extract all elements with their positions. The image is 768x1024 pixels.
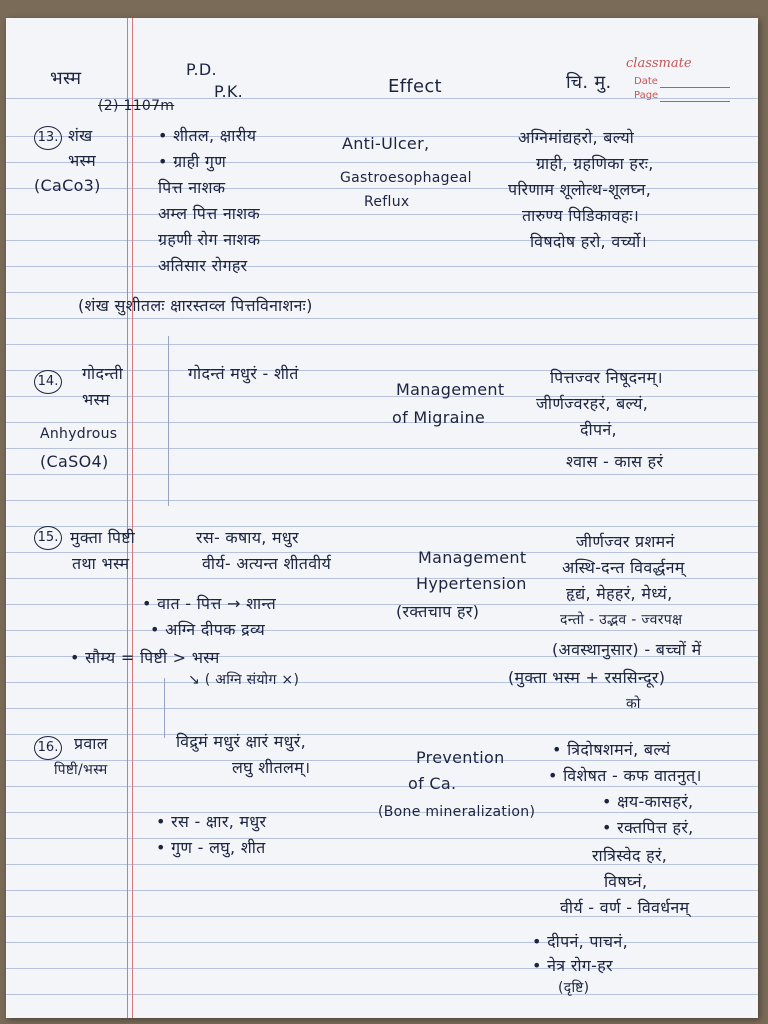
date-line bbox=[660, 87, 730, 88]
date-label: Date bbox=[634, 76, 658, 87]
entry-use: • क्षय-कासहरं, bbox=[602, 792, 694, 811]
entry-use: (मुक्ता भस्म + रससिन्दूर) bbox=[508, 668, 666, 687]
entry-name-line: भस्म bbox=[82, 390, 110, 409]
entry-property: वीर्य- अत्यन्त शीतवीर्य bbox=[202, 554, 332, 573]
entry-effect: Gastroesophageal bbox=[340, 170, 472, 186]
margin-line bbox=[127, 18, 128, 1018]
header-col4: चि. मु. bbox=[566, 72, 612, 93]
entry-use: विषघ्नं, bbox=[604, 872, 648, 891]
entry-property: पित्त नाशक bbox=[158, 178, 226, 197]
entry-use: दीपनं, bbox=[580, 420, 617, 439]
entry-use: हृद्यं, मेहहरं, मेध्यं, bbox=[566, 584, 673, 603]
page-line bbox=[660, 101, 730, 102]
entry-use: परिणाम शूलोत्थ-शूलघ्न, bbox=[508, 180, 652, 199]
entry-effect: Prevention bbox=[416, 748, 505, 767]
brand-box bbox=[598, 56, 746, 108]
header-col2-b: P.K. bbox=[214, 82, 244, 101]
entry-name-line: शंख bbox=[68, 126, 93, 145]
entry-property: रस- कषाय, मधुर bbox=[196, 528, 299, 547]
entry-effect: Management bbox=[418, 548, 527, 567]
entry-property: लघु शीतलम्। bbox=[232, 758, 311, 777]
header-col3: Effect bbox=[388, 76, 442, 97]
entry-effect: of Ca. bbox=[408, 774, 457, 793]
entry-name-line: (CaCo3) bbox=[34, 176, 101, 195]
entry-property: • शीतल, क्षारीय bbox=[158, 126, 257, 145]
entry-property: विद्रुमं मधुरं क्षारं मधुरं, bbox=[176, 732, 307, 751]
entry-property: • सौम्य = पिष्टी > भस्म bbox=[70, 648, 220, 667]
margin-line bbox=[132, 18, 133, 1018]
entry-name-line: (CaSO4) bbox=[40, 452, 109, 471]
entry-quote: (शंख सुशीतलः क्षारस्तव्ल पित्तविनाशनः) bbox=[78, 296, 313, 315]
entry-name-line: भस्म bbox=[68, 151, 96, 170]
entry-name-line: तथा भस्म bbox=[72, 554, 130, 573]
entry-property: • अग्नि दीपक द्रव्य bbox=[150, 620, 266, 639]
entry-use: रात्रिस्वेद हरं, bbox=[592, 846, 668, 865]
header-col2-a: P.D. bbox=[186, 60, 217, 79]
entry-name-line: मुक्ता पिष्टी bbox=[70, 528, 136, 547]
entry-use: को bbox=[626, 696, 641, 712]
entry-number: 16. bbox=[34, 736, 62, 760]
entry-effect: Anti-Ulcer, bbox=[342, 134, 430, 153]
entry-property: अतिसार रोगहर bbox=[158, 256, 248, 275]
entry-number: 15. bbox=[34, 526, 62, 550]
entry-property: • रस - क्षार, मधुर bbox=[156, 812, 267, 831]
column-divider bbox=[164, 678, 165, 738]
header-scribble: (2) 1107m bbox=[98, 98, 175, 114]
entry-use: (अवस्थानुसार) - बच्चों में bbox=[552, 640, 702, 659]
brand-logo: classmate bbox=[626, 56, 692, 71]
entry-number: 14. bbox=[34, 370, 62, 394]
entry-use: ग्राही, ग्रहणिका हरः, bbox=[536, 154, 654, 173]
entry-property: • गुण - लघु, शीत bbox=[156, 838, 266, 857]
entry-property: अम्ल पित्त नाशक bbox=[158, 204, 261, 223]
entry-use: अग्निमांद्यहरो, बल्यो bbox=[518, 128, 635, 147]
entry-effect: Reflux bbox=[364, 194, 410, 210]
entry-use: (दृष्टि) bbox=[558, 980, 590, 996]
entry-use: वीर्य - वर्ण - विवर्धनम् bbox=[560, 898, 690, 917]
entry-use: जीर्णज्वरहरं, बल्यं, bbox=[536, 394, 649, 413]
entry-name-line: गोदन्ती bbox=[82, 364, 124, 383]
entry-property: गोदन्तं मधुरं - शीतं bbox=[188, 364, 299, 383]
entry-property: • वात - पित्त → शान्त bbox=[142, 594, 277, 613]
entry-use: • रक्तपित्त हरं, bbox=[602, 818, 694, 837]
page-label: Page bbox=[634, 90, 659, 101]
entry-use: श्वास - कास हरं bbox=[566, 452, 664, 471]
entry-effect: Management bbox=[396, 380, 505, 399]
entry-property: • ग्राही गुण bbox=[158, 152, 227, 171]
entry-use: • विशेषत - कफ वातनुत्। bbox=[548, 766, 702, 785]
notebook-page bbox=[6, 18, 758, 1018]
entry-name-line: Anhydrous bbox=[40, 426, 118, 442]
entry-use: • दीपनं, पाचनं, bbox=[532, 932, 628, 951]
entry-effect: Hypertension bbox=[416, 574, 527, 593]
entry-effect: of Migraine bbox=[392, 408, 486, 427]
entry-use: • त्रिदोषशमनं, बल्यं bbox=[552, 740, 671, 759]
entry-property: ग्रहणी रोग नाशक bbox=[158, 230, 261, 249]
entry-name-line: प्रवाल bbox=[74, 734, 108, 753]
entry-effect: (रक्तचाप हर) bbox=[396, 602, 480, 621]
entry-use: पित्तज्वर निषूदनम्। bbox=[550, 368, 663, 387]
entry-property: ↘ ( अग्नि संयोग ×) bbox=[188, 672, 300, 688]
column-divider bbox=[168, 336, 169, 506]
entry-effect: (Bone mineralization) bbox=[378, 804, 536, 820]
entry-use: दन्तो - उद्भव - ज्वरपक्ष bbox=[560, 612, 683, 628]
entry-use: • नेत्र रोग-हर bbox=[532, 956, 613, 975]
entry-number: 13. bbox=[34, 126, 62, 150]
header-col1: भस्म bbox=[50, 68, 82, 89]
entry-name-line: पिष्टी/भस्म bbox=[54, 762, 108, 778]
entry-use: तारुण्य पिडिकावहः। bbox=[522, 206, 640, 225]
entry-use: जीर्णज्वर प्रशमनं bbox=[576, 532, 675, 551]
entry-use: विषदोष हरो, वर्च्यो। bbox=[530, 232, 647, 251]
entry-use: अस्थि-दन्त विवर्द्धनम् bbox=[562, 558, 685, 577]
